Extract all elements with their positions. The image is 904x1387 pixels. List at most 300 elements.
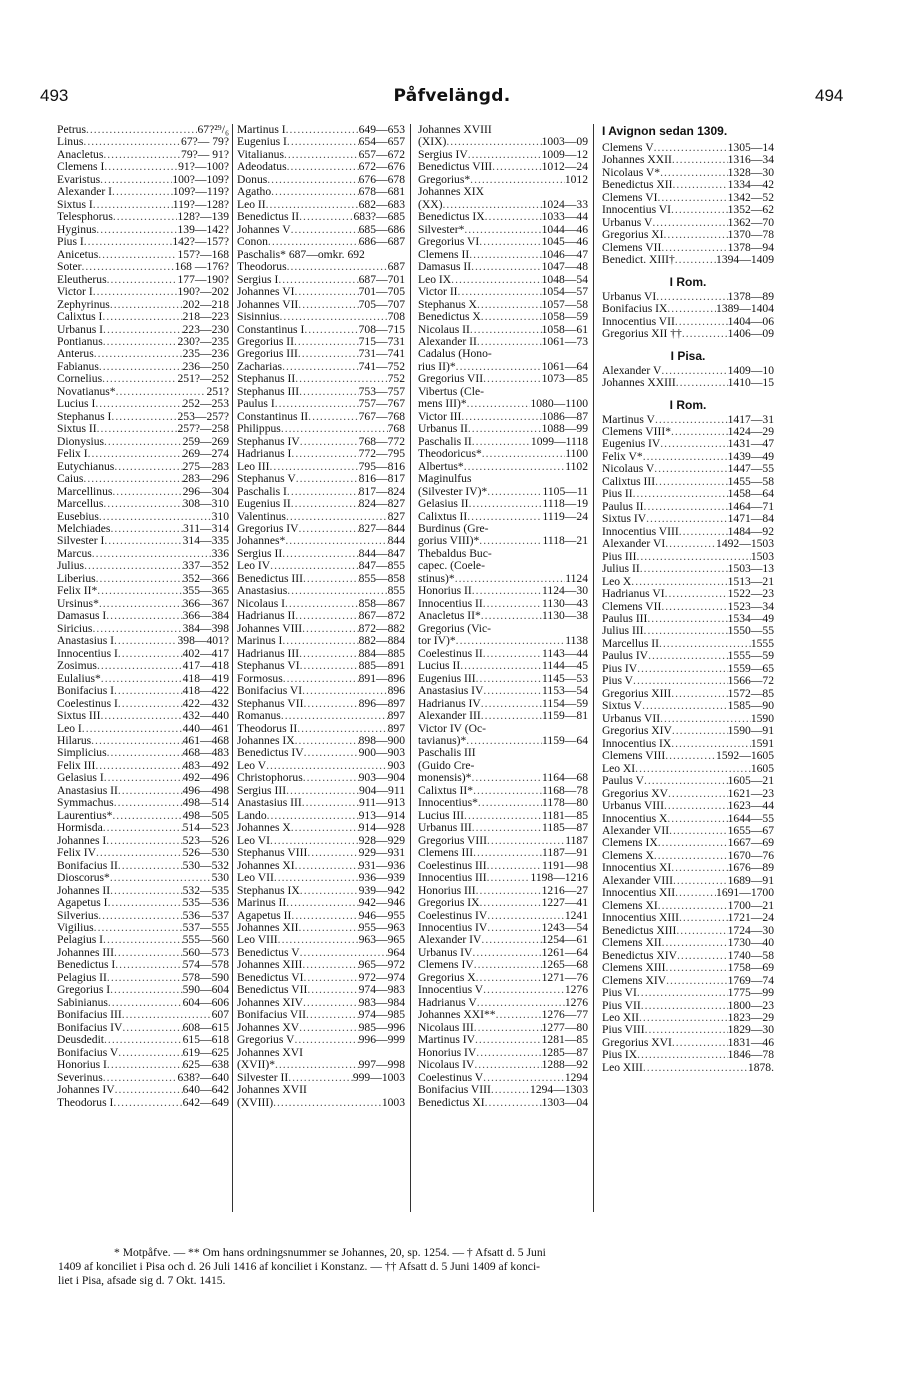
leader-dots bbox=[662, 937, 728, 949]
pope-entry bbox=[237, 1097, 405, 1109]
pope-name: mens III)* bbox=[418, 398, 467, 411]
pontificate-dates: 537—555 bbox=[182, 922, 229, 934]
pope-entry bbox=[237, 872, 405, 884]
pontificate-dates: 417—418 bbox=[182, 660, 229, 673]
pontificate-dates: 1555—59 bbox=[727, 650, 774, 663]
pope-entry bbox=[418, 535, 588, 547]
leader-dots bbox=[633, 675, 728, 687]
pontificate-dates: 67?²⁹/₆ bbox=[197, 124, 229, 136]
leader-dots bbox=[302, 959, 358, 971]
pope-name: Sixtus V bbox=[602, 700, 643, 713]
pope-name: Marinus I bbox=[237, 635, 283, 648]
pope-name: Benedictus III bbox=[237, 572, 303, 585]
leader-dots bbox=[112, 186, 173, 198]
pope-name: Hadrianus III bbox=[237, 647, 300, 660]
pontificate-dates: 816—817 bbox=[358, 473, 405, 486]
pontificate-dates: 1080—1100 bbox=[530, 398, 588, 411]
pope-entry bbox=[418, 299, 588, 311]
pope-entry bbox=[237, 797, 405, 809]
pope-name: Urbanus VII bbox=[602, 712, 661, 725]
pope-entry bbox=[237, 436, 405, 448]
section-heading-rom-2: I Rom. bbox=[669, 397, 707, 412]
pontificate-dates: 867—872 bbox=[358, 610, 405, 623]
pope-entry bbox=[602, 576, 774, 588]
pope-entry bbox=[237, 747, 405, 759]
pope-name: Leo XII bbox=[602, 1012, 640, 1024]
pope-entry bbox=[418, 1072, 588, 1084]
pope-name: Eutychianus bbox=[57, 460, 115, 473]
footnote-line: * Motpåfve. — ** Om hans ordningsnummer se Johannes, 20, sp. 1254. — † Afsatt d. 5 Juni bbox=[114, 1246, 546, 1259]
pope-entry bbox=[57, 199, 229, 211]
leader-dots bbox=[113, 211, 178, 223]
pope-entry bbox=[57, 934, 229, 946]
pope-entry bbox=[602, 451, 774, 463]
leader-dots bbox=[667, 813, 727, 825]
leader-dots bbox=[103, 336, 178, 348]
leader-dots bbox=[110, 523, 183, 535]
pope-name: Paulus IV bbox=[602, 650, 649, 663]
pontificate-dates: 1352—62 bbox=[727, 204, 774, 217]
pope-name: tavianus)* bbox=[418, 734, 467, 747]
pope-entry bbox=[418, 972, 588, 984]
pope-name: Eulalius* bbox=[57, 672, 101, 685]
leader-dots bbox=[299, 386, 358, 398]
pope-entry bbox=[418, 797, 588, 809]
leader-dots bbox=[100, 710, 182, 722]
pontificate-dates: 1227—41 bbox=[541, 897, 588, 910]
pope-entry bbox=[602, 850, 774, 862]
pope-entry bbox=[57, 698, 229, 710]
leader-dots bbox=[114, 461, 182, 473]
pope-name: Albertus* bbox=[418, 460, 464, 473]
pope-entry bbox=[418, 336, 588, 348]
leader-dots bbox=[661, 242, 727, 254]
pontificate-dates: 100?—109? bbox=[172, 173, 229, 186]
pontificate-dates: 615—618 bbox=[182, 1034, 229, 1047]
pontificate-dates: 900—903 bbox=[358, 747, 405, 760]
pope-entry bbox=[602, 217, 774, 229]
pope-entry bbox=[602, 551, 774, 563]
pope-name: Felix IV bbox=[57, 847, 96, 860]
pope-name: Sixtus IV bbox=[602, 513, 647, 526]
leader-dots bbox=[665, 588, 728, 600]
pope-name: Alexander IV bbox=[418, 934, 482, 947]
pope-entry bbox=[602, 638, 774, 650]
pontificate-dates: 824—827 bbox=[358, 498, 405, 511]
pope-entry bbox=[602, 229, 774, 241]
pope-entry bbox=[602, 142, 774, 154]
leader-dots bbox=[104, 535, 182, 547]
pontificate-dates: 767—768 bbox=[358, 410, 405, 423]
leader-dots bbox=[299, 211, 353, 223]
leader-dots bbox=[641, 1000, 728, 1012]
pope-entry bbox=[237, 1034, 405, 1046]
pope-name: Sergius II bbox=[237, 547, 283, 560]
pontificate-dates: 1143—44 bbox=[542, 647, 588, 660]
pope-name: Anastasius bbox=[237, 585, 288, 598]
leader-dots bbox=[675, 254, 716, 266]
pope-name: Gregorius XI bbox=[602, 229, 664, 242]
leader-dots bbox=[442, 199, 541, 211]
pope-entry bbox=[237, 535, 405, 547]
pope-name: Innocentius X bbox=[602, 812, 668, 825]
pope-entry bbox=[237, 211, 405, 223]
pope-name: Agapetus II bbox=[237, 909, 292, 922]
pope-entry bbox=[602, 488, 774, 500]
pontificate-dates: 308—310 bbox=[182, 498, 229, 511]
pope-name: (Guido Cre- bbox=[418, 759, 475, 772]
pope-entry bbox=[602, 563, 774, 575]
leader-dots bbox=[464, 810, 542, 822]
pope-entry bbox=[57, 1047, 229, 1059]
pope-name: Romanus bbox=[237, 710, 281, 723]
leader-dots bbox=[676, 925, 727, 937]
pope-name: Calixtus I bbox=[57, 311, 103, 324]
pope-name: Gregorius I bbox=[57, 984, 111, 997]
pope-entry bbox=[57, 1034, 229, 1046]
leader-dots bbox=[103, 822, 183, 834]
leader-dots bbox=[648, 650, 728, 662]
pope-entry bbox=[418, 1022, 588, 1034]
pope-entry bbox=[57, 835, 229, 847]
pope-name: Urbanus II bbox=[418, 423, 468, 436]
pope-entry bbox=[57, 1009, 229, 1021]
pontificate-dates: 1846—78 bbox=[727, 1049, 774, 1062]
pope-name: Agapetus I bbox=[57, 897, 108, 910]
pontificate-dates: 1164—68 bbox=[542, 772, 588, 785]
pontificate-dates: 608—615 bbox=[182, 1021, 229, 1034]
leader-dots bbox=[110, 299, 183, 311]
leader-dots bbox=[294, 1034, 358, 1046]
pope-name: Bonifacius IV bbox=[57, 1021, 123, 1034]
leader-dots bbox=[111, 411, 177, 423]
leader-dots bbox=[291, 910, 358, 922]
pontificate-dates: 1689—91 bbox=[727, 874, 774, 887]
pope-entry bbox=[602, 663, 774, 675]
leader-dots bbox=[106, 610, 182, 622]
pontificate-dates: 1334—42 bbox=[727, 179, 774, 192]
pope-name: Johannes XXI** bbox=[418, 1009, 496, 1022]
leader-dots bbox=[643, 451, 728, 463]
pope-entry bbox=[418, 174, 588, 186]
pontificate-dates: 236—250 bbox=[182, 360, 229, 373]
pontificate-dates: 1003 bbox=[381, 1096, 405, 1109]
pope-name: Stephanus II bbox=[237, 373, 296, 386]
pontificate-dates: 190?—202 bbox=[177, 286, 229, 299]
pontificate-dates: 855—858 bbox=[358, 572, 405, 585]
leader-dots bbox=[655, 414, 728, 426]
leader-dots bbox=[286, 785, 359, 797]
pope-entry bbox=[57, 747, 229, 759]
page-number-right: 494 bbox=[815, 86, 844, 105]
pope-name: Silvester* bbox=[418, 223, 465, 236]
pope-name: Siricius bbox=[57, 622, 93, 635]
pontificate-dates: 1534—49 bbox=[727, 613, 774, 625]
leader-dots bbox=[306, 1009, 359, 1021]
pope-name: Johannes VI bbox=[237, 286, 295, 299]
pope-entry bbox=[237, 847, 405, 859]
leader-dots bbox=[96, 224, 177, 236]
leader-dots bbox=[483, 598, 542, 610]
leader-dots bbox=[479, 236, 541, 248]
pontificate-dates: 1145—53 bbox=[542, 672, 588, 685]
pope-name: Theodoricus* bbox=[418, 448, 482, 461]
leader-dots bbox=[303, 698, 358, 710]
pope-entry bbox=[57, 324, 229, 336]
leader-dots bbox=[483, 648, 542, 660]
section-heading-pisa: I Pisa. bbox=[670, 348, 706, 363]
pontificate-dates: 1484—92 bbox=[727, 525, 774, 538]
pontificate-dates: 1058—59 bbox=[541, 311, 588, 324]
leader-dots bbox=[82, 723, 183, 735]
pope-entry bbox=[602, 204, 774, 216]
pope-entry bbox=[418, 348, 588, 360]
leader-dots bbox=[298, 348, 359, 360]
pontificate-dates: 896 bbox=[387, 685, 405, 698]
leader-dots bbox=[483, 373, 541, 385]
pontificate-dates: 1024—33 bbox=[541, 198, 588, 211]
pontificate-dates: 578—590 bbox=[182, 971, 229, 984]
pontificate-dates: 1655—67 bbox=[727, 824, 774, 837]
pope-name: Innocentius V bbox=[418, 984, 484, 997]
pontificate-dates: 1406—09 bbox=[727, 328, 774, 341]
leader-dots bbox=[487, 872, 531, 884]
pope-entry bbox=[57, 660, 229, 672]
pope-name: Valentinus bbox=[237, 510, 286, 523]
pope-entry bbox=[57, 723, 229, 735]
pope-entry bbox=[418, 860, 588, 872]
pope-entry bbox=[57, 523, 229, 535]
pontificate-dates: 678—681 bbox=[358, 186, 405, 199]
pope-name: Gregorius XV bbox=[602, 787, 669, 800]
pope-entry bbox=[237, 910, 405, 922]
pope-entry bbox=[57, 386, 229, 398]
pope-name: Nicolaus I bbox=[237, 597, 285, 610]
pontificate-dates: 1138 bbox=[565, 635, 588, 648]
pope-entry bbox=[418, 560, 588, 572]
pope-name: Hyginus bbox=[57, 223, 97, 236]
pope-name: Nicolaus II bbox=[418, 323, 470, 336]
leader-dots bbox=[114, 685, 183, 697]
pope-name: Theodorus I bbox=[57, 1096, 114, 1109]
pope-name: Gelasius I bbox=[57, 772, 104, 785]
pontificate-dates: 269—274 bbox=[182, 448, 229, 461]
pope-entry bbox=[418, 1034, 588, 1046]
pontificate-dates: 1168—78 bbox=[542, 784, 588, 797]
pope-entry bbox=[418, 910, 588, 922]
pope-name: Ursinus* bbox=[57, 597, 99, 610]
pope-name: Sergius III bbox=[237, 784, 287, 797]
pope-entry bbox=[57, 573, 229, 585]
pope-entry bbox=[602, 501, 774, 513]
leader-dots bbox=[637, 1049, 728, 1061]
pope-name: Johannes XVI bbox=[237, 1046, 304, 1059]
pope-name: Leo VI bbox=[237, 834, 270, 847]
pope-name: Theodorus bbox=[237, 261, 287, 274]
leader-dots bbox=[307, 847, 358, 859]
pontificate-dates: 936—939 bbox=[358, 872, 405, 885]
pope-entry bbox=[237, 623, 405, 635]
leader-dots bbox=[266, 199, 359, 211]
pope-name: Clemens VIII bbox=[602, 750, 666, 763]
leader-dots bbox=[491, 1084, 530, 1096]
pontificate-dates: 1153—54 bbox=[542, 685, 588, 698]
pope-entry bbox=[602, 813, 774, 825]
pope-name: Anastasius I bbox=[57, 635, 114, 648]
pontificate-dates: 1124—30 bbox=[542, 585, 588, 598]
pope-name: Pontianus bbox=[57, 335, 103, 348]
pope-entry bbox=[237, 448, 405, 460]
pope-name: Zacharias bbox=[237, 360, 283, 373]
leader-dots bbox=[667, 303, 716, 315]
pope-name: Vibertus (Cle- bbox=[418, 385, 484, 398]
pontificate-dates: 942—946 bbox=[358, 897, 405, 910]
footnote bbox=[58, 1246, 858, 1288]
leader-dots bbox=[636, 551, 750, 563]
leader-dots bbox=[672, 1037, 728, 1049]
pope-name: gorius VIII)* bbox=[418, 535, 480, 548]
leader-dots bbox=[303, 972, 358, 984]
leader-dots bbox=[287, 136, 359, 148]
pope-name: Bonifacius IX bbox=[602, 303, 668, 316]
pope-entry bbox=[418, 772, 588, 784]
pope-entry bbox=[418, 411, 588, 423]
pope-name: (XX) bbox=[418, 198, 443, 211]
leader-dots bbox=[94, 348, 183, 360]
pope-name: Innocentius VIII bbox=[602, 525, 679, 538]
pope-entry bbox=[418, 249, 588, 261]
leader-dots bbox=[496, 1009, 542, 1021]
pope-entry bbox=[418, 810, 588, 822]
pope-name: Johannes II bbox=[57, 884, 111, 897]
pontificate-dates: 844—847 bbox=[358, 547, 405, 560]
pope-name: Benedictus XIII bbox=[602, 924, 677, 937]
pontificate-dates: 1439—49 bbox=[727, 450, 774, 463]
pope-entry bbox=[418, 361, 588, 373]
pope-name: monensis)* bbox=[418, 772, 472, 785]
leader-dots bbox=[654, 463, 727, 475]
leader-dots bbox=[461, 411, 541, 423]
pope-name: Stephanus VI bbox=[237, 660, 300, 673]
pope-name: Nicolaus V* bbox=[602, 166, 661, 179]
pontificate-dates: 336 bbox=[211, 547, 229, 560]
pontificate-dates: 701—705 bbox=[358, 286, 405, 299]
pope-name: Gregorius* bbox=[418, 173, 471, 186]
pope-entry bbox=[602, 975, 774, 987]
pope-entry bbox=[418, 934, 588, 946]
pope-entry bbox=[418, 274, 588, 286]
pope-entry bbox=[237, 411, 405, 423]
pope-name: Gregorius II bbox=[237, 335, 294, 348]
pope-name: Stephanus I bbox=[57, 410, 112, 423]
pope-name: Clemens VIII* bbox=[602, 425, 672, 438]
pontificate-dates: 142?—157? bbox=[172, 236, 229, 249]
pope-entry bbox=[418, 660, 588, 672]
pope-name: Stephanus VIII bbox=[237, 847, 308, 860]
pope-name: Leo XI bbox=[602, 762, 636, 775]
pontificate-dates: 1061—73 bbox=[541, 335, 588, 348]
pope-name: Bonifacius III bbox=[57, 1009, 122, 1022]
pope-name: Martinus IV bbox=[418, 1034, 475, 1047]
pope-name: Clemens V bbox=[602, 142, 654, 154]
pope-entry bbox=[57, 922, 229, 934]
pope-name: Cadalus (Hono- bbox=[418, 348, 492, 361]
leader-dots bbox=[107, 747, 183, 759]
pope-entry bbox=[418, 585, 588, 597]
pope-name: Johannes III bbox=[57, 946, 114, 959]
leader-dots bbox=[303, 997, 359, 1009]
pope-name: Liberius bbox=[57, 572, 96, 585]
pope-entry bbox=[602, 700, 774, 712]
pope-name: Gregorius IX bbox=[418, 897, 480, 910]
leader-dots bbox=[487, 486, 542, 498]
leader-dots bbox=[300, 660, 359, 672]
pontificate-dates: 1605 bbox=[750, 762, 774, 775]
pontificate-dates: 1370—78 bbox=[727, 229, 774, 242]
pope-entry bbox=[418, 760, 588, 772]
leader-dots bbox=[118, 785, 183, 797]
pope-name: Urbanus III bbox=[418, 822, 472, 835]
pope-entry bbox=[237, 373, 405, 385]
pope-name: Bonifacius I bbox=[57, 685, 114, 698]
pope-entry bbox=[57, 885, 229, 897]
leader-dots bbox=[273, 1097, 382, 1109]
pontificate-dates: 1316—34 bbox=[727, 154, 774, 167]
pope-name: Innocentius III bbox=[418, 872, 487, 885]
leader-dots bbox=[108, 997, 183, 1009]
pontificate-dates: 1102 bbox=[565, 460, 588, 473]
pontificate-dates: 398—401? bbox=[177, 635, 229, 648]
pontificate-dates: 440—461 bbox=[182, 722, 229, 735]
pope-entry bbox=[602, 825, 774, 837]
pope-entry bbox=[237, 336, 405, 348]
pope-name: Anastasius III bbox=[237, 797, 302, 810]
leader-dots bbox=[285, 598, 359, 610]
pontificate-dates: 1417—31 bbox=[727, 413, 774, 426]
pontificate-dates: 530—532 bbox=[182, 859, 229, 872]
pope-entry bbox=[237, 610, 405, 622]
pontificate-dates: 1159—81 bbox=[542, 710, 588, 723]
pope-name: Felix II* bbox=[57, 585, 98, 598]
pontificate-dates: 1471—84 bbox=[727, 513, 774, 526]
pontificate-dates: 532—535 bbox=[182, 884, 229, 897]
leader-dots bbox=[673, 179, 728, 191]
pope-name: Benedictus VII bbox=[237, 984, 308, 997]
pontificate-dates: 996—999 bbox=[358, 1034, 405, 1047]
pope-name: Nicolaus IV bbox=[418, 1059, 475, 1072]
leader-dots bbox=[481, 311, 542, 323]
pope-name: Vigilius bbox=[57, 922, 94, 934]
pope-name: Sabinianus bbox=[57, 996, 108, 1009]
pope-entry bbox=[237, 236, 405, 248]
pontificate-dates: 1061—64 bbox=[541, 360, 588, 373]
pontificate-dates: 1394—1409 bbox=[716, 254, 774, 267]
pope-entry bbox=[602, 862, 774, 874]
leader-dots bbox=[96, 847, 183, 859]
pope-entry bbox=[418, 511, 588, 523]
pope-entry bbox=[602, 538, 774, 550]
pontificate-dates: 844 bbox=[387, 535, 405, 548]
pope-entry bbox=[418, 386, 588, 398]
leader-dots bbox=[487, 860, 542, 872]
pontificate-dates: 230?—235 bbox=[177, 335, 229, 348]
pope-entry bbox=[602, 303, 774, 315]
pope-name: Hadrianus V bbox=[418, 996, 477, 1009]
leader-dots bbox=[103, 324, 183, 336]
pope-name: Donus bbox=[237, 173, 268, 186]
pope-entry bbox=[602, 513, 774, 525]
leader-dots bbox=[471, 772, 542, 784]
